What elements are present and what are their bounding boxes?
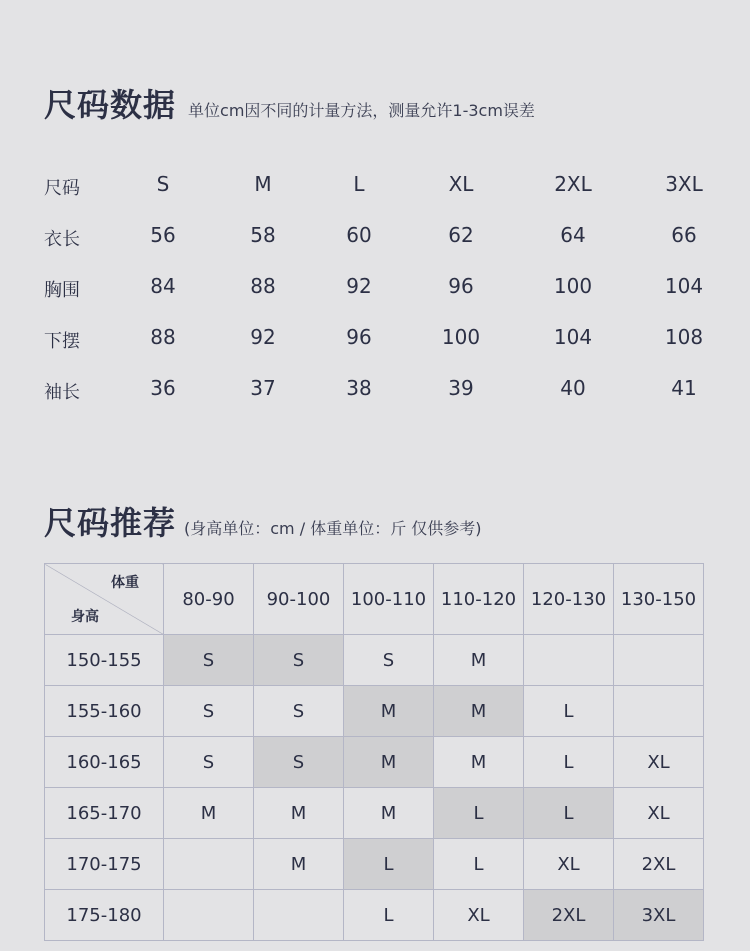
size-cell: 3XL [614, 890, 704, 941]
size-recommend-heading [44, 498, 482, 544]
size-data-row [44, 262, 724, 313]
measure-value: 39 [448, 376, 474, 400]
size-cell: M [344, 737, 434, 788]
size-cell: M [434, 686, 524, 737]
measure-value: 62 [448, 223, 474, 247]
height-range-cell: 150-155 [45, 635, 164, 686]
height-range-cell: 170-175 [45, 839, 164, 890]
weight-range-header: 110-120 [434, 564, 524, 635]
size-data-note: 单位cm因不同的计量方法，测量允许1-3cm误差 [188, 101, 535, 120]
measure-value: 96 [346, 325, 372, 349]
measure-value: 38 [346, 376, 372, 400]
size-header-row [44, 160, 724, 211]
measure-value: 100 [553, 274, 593, 298]
size-data-title: 尺码数据 [44, 86, 177, 124]
weight-range-header: 90-100 [254, 564, 344, 635]
size-cell: L [524, 737, 614, 788]
measure-value: 104 [664, 274, 704, 298]
size-cell: S [254, 686, 344, 737]
size-cell: L [344, 839, 434, 890]
size-cell: M [254, 788, 344, 839]
corner-cell [45, 564, 164, 635]
size-data-row [44, 364, 724, 415]
size-header-label: 尺码 [44, 178, 80, 199]
measure-value: 40 [560, 376, 586, 400]
size-cell: M [254, 839, 344, 890]
table-row [45, 890, 704, 941]
size-cell: M [164, 788, 254, 839]
measure-value: 88 [250, 274, 276, 298]
measure-value: 104 [553, 325, 593, 349]
size-col-header: L [353, 172, 365, 196]
size-cell [164, 890, 254, 941]
size-cell: L [434, 788, 524, 839]
size-cell: M [434, 737, 524, 788]
size-cell: XL [524, 839, 614, 890]
measure-value: 60 [346, 223, 372, 247]
size-cell: S [164, 635, 254, 686]
measure-value: 96 [448, 274, 474, 298]
measure-value: 56 [150, 223, 176, 247]
height-range-cell: 165-170 [45, 788, 164, 839]
size-cell [614, 635, 704, 686]
measure-value: 64 [560, 223, 586, 247]
size-cell: L [524, 686, 614, 737]
size-cell: L [434, 839, 524, 890]
size-cell: L [524, 788, 614, 839]
size-cell: S [164, 686, 254, 737]
table-row [45, 839, 704, 890]
weight-range-header: 80-90 [164, 564, 254, 635]
height-axis-label: 身高 [71, 609, 99, 625]
size-cell: M [344, 686, 434, 737]
measure-value: 92 [346, 274, 372, 298]
size-data-table [44, 160, 724, 415]
size-cell: S [254, 737, 344, 788]
size-col-header: M [254, 172, 272, 196]
size-cell: 2XL [524, 890, 614, 941]
size-col-header: S [156, 172, 170, 196]
weight-range-header: 120-130 [524, 564, 614, 635]
size-cell: XL [434, 890, 524, 941]
measure-value: 92 [250, 325, 276, 349]
measure-value: 37 [250, 376, 276, 400]
measure-value: 100 [441, 325, 481, 349]
measure-label: 下摆 [44, 331, 80, 352]
size-recommend-table [44, 563, 704, 941]
size-cell: S [254, 635, 344, 686]
size-col-header: 3XL [665, 172, 703, 196]
height-range-cell: 155-160 [45, 686, 164, 737]
measure-value: 84 [150, 274, 176, 298]
size-cell: 2XL [614, 839, 704, 890]
size-cell: M [344, 788, 434, 839]
height-range-cell: 160-165 [45, 737, 164, 788]
size-data-row [44, 313, 724, 364]
size-cell [524, 635, 614, 686]
size-cell: M [434, 635, 524, 686]
table-row [45, 635, 704, 686]
height-range-cell: 175-180 [45, 890, 164, 941]
measure-value: 108 [664, 325, 704, 349]
size-data-heading [44, 80, 535, 126]
size-cell [614, 686, 704, 737]
measure-value: 41 [671, 376, 697, 400]
weight-header-row [45, 564, 704, 635]
size-data-row [44, 211, 724, 262]
size-recommend-title: 尺码推荐 [44, 504, 177, 542]
measure-value: 36 [150, 376, 176, 400]
weight-range-header: 130-150 [614, 564, 704, 635]
measure-label: 袖长 [44, 382, 80, 403]
weight-axis-label: 体重 [111, 575, 139, 591]
measure-label: 衣长 [44, 229, 80, 250]
measure-value: 88 [150, 325, 176, 349]
size-cell: S [344, 635, 434, 686]
size-cell: L [344, 890, 434, 941]
size-cell: XL [614, 788, 704, 839]
size-cell [254, 890, 344, 941]
measure-label: 胸围 [44, 280, 80, 301]
table-row [45, 788, 704, 839]
size-cell: XL [614, 737, 704, 788]
size-cell [164, 839, 254, 890]
size-recommend-note: (身高单位：cm / 体重单位：斤 仅供参考) [184, 519, 482, 538]
measure-value: 58 [250, 223, 276, 247]
table-row [45, 686, 704, 737]
size-col-header: XL [448, 172, 474, 196]
weight-range-header: 100-110 [344, 564, 434, 635]
measure-value: 66 [671, 223, 697, 247]
table-row [45, 737, 704, 788]
size-col-header: 2XL [554, 172, 592, 196]
size-cell: S [164, 737, 254, 788]
